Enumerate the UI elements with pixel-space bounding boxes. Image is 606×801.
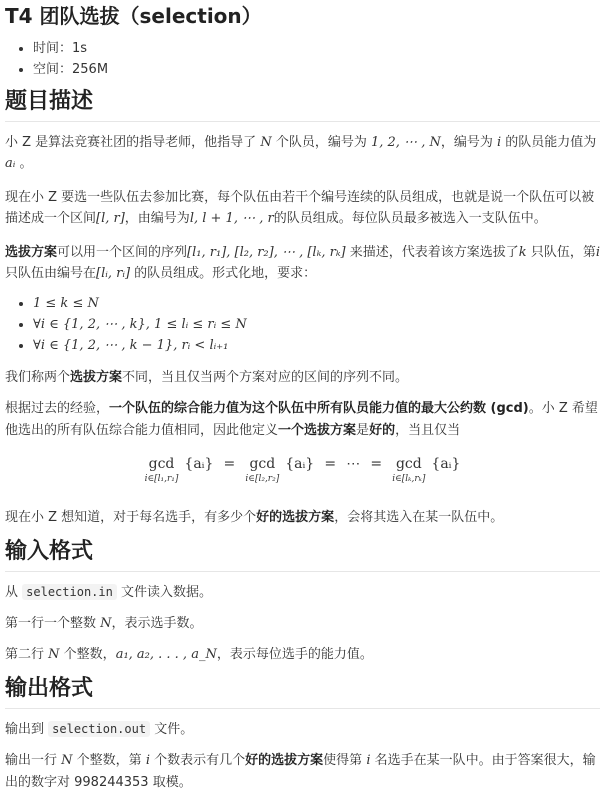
gcd-term-k: gcd i∈[lₖ,rₖ] [392, 456, 426, 485]
desc-paragraph-4: 我们称两个选拔方案不同，当且仅当两个方案对应的区间的序列不同。 [5, 369, 409, 385]
constraint-item: • ∀i ∈ {1, 2, ⋯ , k}, 1 ≤ lᵢ ≤ rᵢ ≤ N [33, 314, 600, 335]
desc-paragraph-3: 选拔方案可以用一个区间的序列[l₁, r₁], [l₂, r₂], ⋯ , [lₖ, rₖ] 来描述，代表着该方案选拔了k 只队伍，第i 只队伍由编号在[lᵢ, rᵢ] 的队员组成。形式化地，要求： [5, 244, 601, 282]
section-heading-input: 输入格式 [5, 537, 600, 572]
memory-limit: • 空间：256M [33, 59, 600, 80]
desc-paragraph-1: 小 Z 是算法竞赛社团的指导老师，他指导了 N 个队员，编号为 1, 2, ⋯ , N，编号为 i 的队员能力值为 aᵢ 。 [5, 134, 597, 172]
input-line-3: 第二行 N 个整数，a₁, a₂, . . . , a_N，表示每位选手的能力值。 [5, 647, 373, 663]
constraint-item: • 1 ≤ k ≤ N [33, 293, 600, 314]
page-title: T4 团队选拔（selection） [5, 4, 262, 28]
time-limit: • 时间：1s [33, 38, 600, 59]
output-line-1: 输出到 selection.out 文件。 [5, 721, 194, 737]
section-heading-output: 输出格式 [5, 674, 600, 709]
desc-paragraph-6: 现在小 Z 想知道，对于每名选手，有多少个好的选拔方案，会将其选入在某一队伍中。 [5, 510, 504, 526]
output-line-2: 输出一行 N 个整数，第 i 个数表示有几个好的选拔方案使得第 i 名选手在某一队中。由于答案很大，输出的数字对 998244353 取模。 [5, 753, 596, 790]
gcd-term-1: gcd i∈[l₁,r₁] [144, 456, 179, 485]
input-line-1: 从 selection.in 文件读入数据。 [5, 584, 213, 600]
input-line-2: 第一行一个整数 N，表示选手数。 [5, 616, 203, 631]
output-filename: selection.out [48, 721, 150, 737]
gcd-formula: gcd i∈[l₁,r₁] {aᵢ} = gcd i∈[l₂,r₂] {aᵢ} = ⋯ = gcd i∈[lₖ,rₖ] {aᵢ} [144, 456, 461, 485]
desc-paragraph-5: 根据过去的经验，一个队伍的综合能力值为这个队伍中所有队员能力值的最大公约数 (gcd)。小 Z 希望他选出的所有队伍综合能力值相同，因此他定义一个选拔方案是好的，当且仅当 [5, 401, 598, 438]
constraint-item: • ∀i ∈ {1, 2, ⋯ , k − 1}, rᵢ < lᵢ₊₁ [33, 335, 600, 356]
limits-list [5, 38, 600, 81]
desc-paragraph-2: 现在小 Z 要选一些队伍去参加比赛，每个队伍由若干个编号连续的队员组成，也就是说一个队伍可以被描述成一个区间[l, r]，由编号为l, l + 1, ⋯ , r的队员组成。每位队员最多被选入一支队伍中。 [5, 189, 595, 227]
input-filename: selection.in [22, 584, 117, 600]
section-heading-description: 题目描述 [5, 87, 600, 122]
constraints-list [5, 293, 600, 357]
gcd-term-2: gcd i∈[l₂,r₂] [245, 456, 280, 485]
